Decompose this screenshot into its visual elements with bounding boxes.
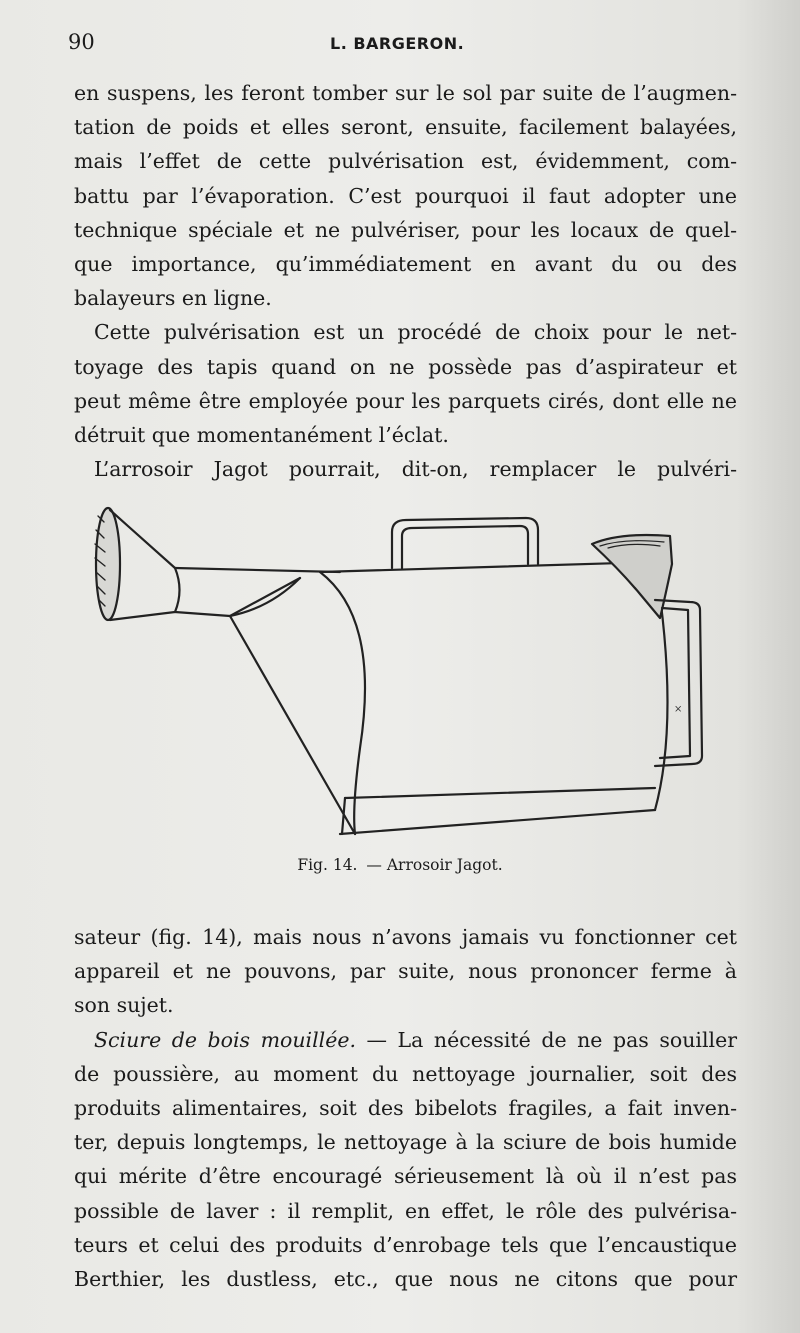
text-line: possible de laver : il remplit, en effet, le rôle des pulvérisa- xyxy=(74,1198,737,1223)
text-line: teurs et celui des produits d’enrobage tels que l’encaustique xyxy=(74,1232,737,1257)
page-number: 90 xyxy=(68,30,95,54)
watering-can-illustration xyxy=(80,498,720,848)
italic-run: Sciure de bois mouillée. xyxy=(94,1027,356,1052)
page-header xyxy=(0,30,800,60)
rose-head-shape xyxy=(96,508,120,620)
text-line: L’arrosoir Jagot pourrait, dit-on, remplacer le pulvéri- xyxy=(94,457,737,482)
text-line: ter, depuis longtemps, le nettoyage à la sciure de bois humide xyxy=(74,1130,737,1155)
text-line: tation de poids et elles seront, ensuite, facilement balayées, xyxy=(74,115,737,140)
text-line: en suspens, les feront tomber sur le sol par suite de l’augmen- xyxy=(74,81,737,105)
text-line: sateur (fig. 14), mais nous n’avons jamais vu fonctionner cet xyxy=(74,925,737,949)
svg-text:×: × xyxy=(674,704,683,715)
figure-caption xyxy=(0,856,800,874)
text-line: détruit que momentanément l’éclat. xyxy=(74,422,449,447)
text-run: — La nécessité de ne pas souiller xyxy=(356,1027,737,1052)
text-line: peut même être employée pour les parquets cirés, dont elle ne xyxy=(74,388,737,413)
figure-title: — Arrosoir Jagot. xyxy=(366,856,503,874)
text-line: balayeurs en ligne. xyxy=(74,286,272,311)
figure-label: Fig. 14. xyxy=(297,856,358,874)
text-line: son sujet. xyxy=(74,993,174,1018)
text-line: produits alimentaires, soit des bibelots fragiles, a fait inven- xyxy=(74,1095,737,1120)
text-line: battu par l’évaporation. C’est pourquoi il faut adopter une xyxy=(74,183,737,208)
text-line: appareil et ne pouvons, par suite, nous prononcer ferme à xyxy=(74,959,737,984)
text-line: mais l’effet de cette pulvérisation est, évidemment, com- xyxy=(74,149,737,174)
body-text-top xyxy=(74,76,737,486)
text-line: de poussière, au moment du nettoyage journalier, soit des xyxy=(74,1061,737,1086)
text-line: que importance, qu’immédiatement en avant du ou des xyxy=(74,251,737,276)
text-line: technique spéciale et ne pulvériser, pour les locaux de quel- xyxy=(74,217,737,242)
text-line: Berthier, les dustless, etc., que nous ne citons que pour xyxy=(74,1266,737,1291)
running-head: L. BARGERON. xyxy=(330,34,465,53)
text-line: toyage des tapis quand on ne possède pas d’aspirateur et xyxy=(74,354,737,379)
body-text-bottom xyxy=(74,920,737,1296)
text-line: qui mérite d’être encouragé sérieusement là où il n’est pas xyxy=(74,1164,737,1189)
text-line xyxy=(74,1023,737,1057)
text-line: Cette pulvérisation est un procédé de choix pour le net- xyxy=(94,320,737,345)
